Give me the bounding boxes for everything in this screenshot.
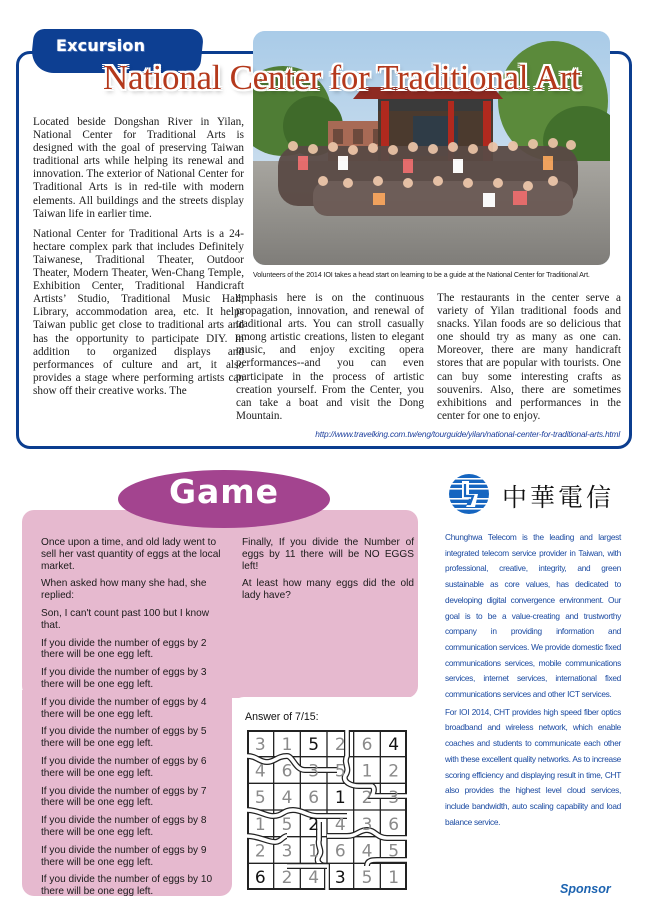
- article-paragraph-4: The restaurants in the center serve a variety of Yilan traditional foods and snacks. Yilan foods are so delicious that one should try as many as one can. Moreover, there are many handicraft stores that are popular with tourists. One can buy some interesting crafts as souvenirs. Also, there are sometimes exhibitions and performances in the center for one to enjoy.: [437, 292, 621, 422]
- game-text-left: [41, 537, 221, 904]
- grid-cell-solved: 1: [281, 734, 293, 755]
- grid-cell-given: 6: [254, 868, 266, 889]
- grid-cell-solved: 5: [388, 841, 400, 862]
- game-paragraph: If you divide the number of eggs by 4 there will be one egg left.: [41, 696, 207, 720]
- sponsor-label: Sponsor: [560, 882, 611, 896]
- game-paragraph: At least how many eggs did the old lady have?: [242, 578, 414, 602]
- article-column-2: [236, 292, 424, 430]
- grid-cell-solved: 5: [281, 814, 293, 835]
- grid-cell-solved: 6: [388, 814, 400, 835]
- game-paragraph: If you divide the number of eggs by 9 there will be one egg left.: [41, 844, 207, 868]
- grid-cell-solved: 5: [361, 868, 373, 889]
- grid-cell-solved: 6: [308, 788, 320, 809]
- game-paragraph: If you divide the number of eggs by 3 there will be one egg left.: [41, 667, 207, 690]
- game-paragraph: If you divide the number of eggs by 8 there will be one egg left.: [41, 815, 207, 838]
- game-text-right: [242, 537, 414, 608]
- grid-cell-solved: 5: [254, 788, 266, 809]
- logo-chinese-text: 中華電信: [502, 483, 615, 512]
- grid-cell-solved: 4: [361, 841, 373, 862]
- game-paragraph: When asked how many she had, she replied:: [41, 578, 207, 602]
- grid-cell-solved: 6: [281, 761, 293, 782]
- grid-cell-solved: 6: [361, 734, 373, 755]
- game-paragraph: Finally, If you divide the Number of eggs by 11 there will be NO EGGS left!: [242, 537, 414, 572]
- photo-caption: Volunteers of the 2014 IOI takes a head start on learning to be a guide at the National Center for Traditional Art.: [253, 270, 590, 279]
- answer-grid-svg: [247, 730, 407, 890]
- grid-cell-given: 5: [308, 734, 320, 755]
- grid-cell-solved: 4: [334, 814, 346, 835]
- grid-cell-given: 2: [308, 814, 320, 835]
- grid-cell-solved: 3: [308, 761, 320, 782]
- game-paragraph: Once upon a time, and old lady went to sell her vast quantity of eggs at the local market.: [41, 537, 221, 572]
- article-column-1: [33, 116, 244, 405]
- game-paragraph: If you divide the number of eggs by 7 there will be one egg left.: [41, 785, 207, 809]
- game-paragraph: Son, I can't count past 100 but I know that.: [41, 607, 210, 631]
- game-paragraph: If you divide the number of eggs by 5 there will be one egg left.: [41, 726, 207, 750]
- article-paragraph-2: National Center for Traditional Arts is a 24-hectare complex park that includes Definitely Taiwanese, Traditional Theater, Outdoor Theater, Modern Theater, Wen-Chang Temple, Exhibition Center, Traditional Handicraft Artists’ Studio, Traditional Music Hall, Library, accommodation area, etc. It helps Taiwan public get close to traditional arts and has the opportunity to participate DIY. In addition to organized displays and performances of culture and art, it also provides a stage where performing artists can show off their creative works. The: [33, 227, 244, 397]
- grid-cell-given: 4: [388, 734, 400, 755]
- sponsor-paragraph-1: Chunghwa Telecom is the leading and largest integrated telecom service provider in Taiwan, with professional, creative, integrity, and green sustainable as core values, has dedicated to developing digital convergence environment. Our goal is to be a value-creating and trustworthy company in providing information and communication services. We provide domestic fixed communications services, mobile communications services, internet services, international fixed communications services and other ICT services.: [445, 532, 621, 700]
- game-title: Game: [168, 472, 280, 511]
- game-paragraph: If you divide the number of eggs by 2 there will be one egg left.: [41, 637, 207, 661]
- grid-cell-solved: 2: [388, 761, 400, 782]
- answer-grid: [247, 730, 407, 890]
- grid-cell-solved: 1: [361, 761, 373, 782]
- grid-cell-solved: 2: [281, 868, 293, 889]
- article-title: National Center for Traditional Art: [103, 58, 581, 97]
- grid-cell-solved: 6: [334, 841, 346, 862]
- grid-cell-solved: 1: [308, 841, 320, 862]
- grid-cell-solved: 4: [308, 868, 320, 889]
- excursion-tab-label: Excursion: [56, 36, 146, 55]
- grid-cell-solved: 5: [334, 761, 346, 782]
- grid-cell-given: 3: [334, 868, 346, 889]
- grid-cell-solved: 3: [361, 814, 373, 835]
- article-column-3: [437, 292, 621, 430]
- article-paragraph-1: Located beside Dongshan River in Yilan, National Center for Traditional Arts is designed with the goal of preserving Taiwan traditional arts while helping its renewal and innovation. The exterior of National Center for Traditional Arts is in red-tile with modern elements. All buildings and the streets display Taiwan life in earlier time.: [33, 116, 244, 220]
- chunghwa-telecom-logo: [448, 473, 618, 517]
- grid-cell-solved: 1: [388, 868, 400, 889]
- grid-cell-solved: 3: [254, 734, 266, 755]
- sponsor-description: [445, 530, 621, 832]
- answer-label: Answer of 7/15:: [245, 711, 319, 723]
- source-link[interactable]: http://www.travelking.com.tw/eng/tourguide/yilan/national-center-for-traditional-arts.html: [315, 429, 620, 439]
- grid-cell-solved: 3: [388, 788, 400, 809]
- grid-cell-solved: 4: [281, 788, 293, 809]
- grid-cell-solved: 2: [334, 734, 346, 755]
- game-paragraph: If you divide the number of eggs by 10 there will be one egg left.: [41, 874, 213, 898]
- grid-cell-solved: 3: [281, 841, 293, 862]
- game-paragraph: If you divide the number of eggs by 6 there will be one egg left.: [41, 755, 207, 779]
- article-paragraph-3: emphasis here is on the continuous propagation, innovation, and renewal of traditional arts. You can stroll casually among artistic creations, listen to elegant music, and enjoy exciting opera performances--and you can even participate in the process of artistic creation yourself. From the Center, you can take a boat and visit the Dong Mountain.: [236, 292, 424, 422]
- sponsor-paragraph-2: For IOI 2014, CHT provides high speed fiber optics broadband and wireless network, which enable coaches and students to communicate each other with these excellent quality networks. As to increase scoring efficiency and displaying result in time, CHT also provides the highest level cloud services, include bandwidth, auto scaling capability and load balance service.: [445, 706, 621, 827]
- grid-cell-solved: 2: [361, 788, 373, 809]
- grid-cell-solved: 4: [254, 761, 266, 782]
- grid-cell-solved: 1: [254, 814, 266, 835]
- grid-cell-solved: 2: [254, 841, 266, 862]
- grid-cell-given: 1: [334, 788, 346, 809]
